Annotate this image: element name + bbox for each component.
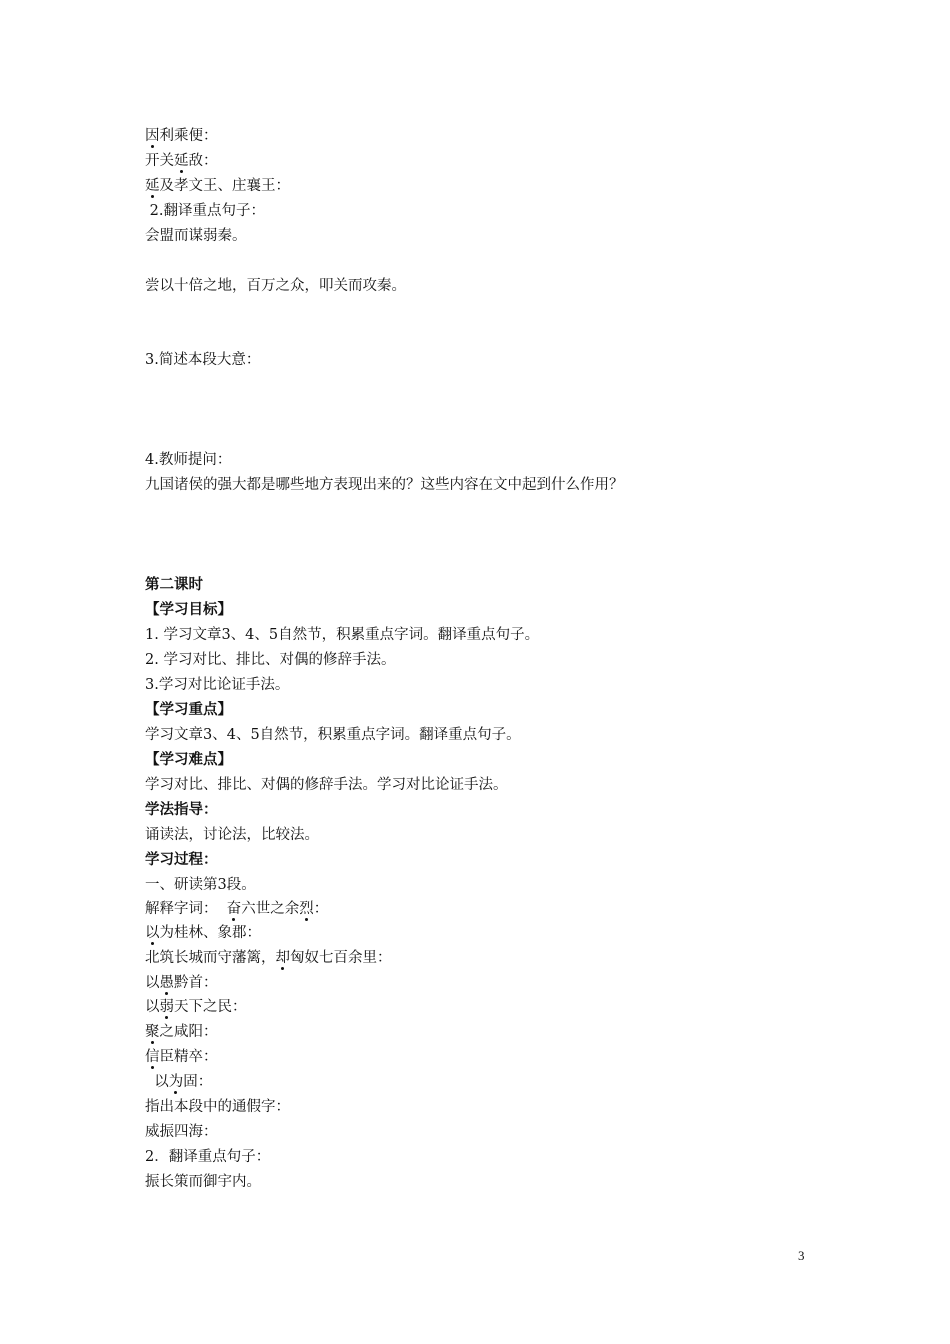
page-number: 3: [798, 1248, 805, 1263]
lesson-title: 第二课时: [145, 577, 203, 593]
goal-item: 2. 学习对比、排比、对偶的修辞手法。: [145, 652, 396, 668]
vocab-line: 聚之咸阳：: [145, 1024, 218, 1040]
section-heading: 3.简述本段大意：: [145, 352, 261, 368]
focus-text: 学习文章3、4、5自然节，积累重点字词。翻译重点句子。: [145, 727, 521, 743]
heading-process: 学习过程：: [145, 852, 218, 868]
section-heading: 4.教师提问：: [145, 452, 232, 468]
heading-focus: 【学习重点】: [145, 702, 232, 718]
vocab-line: 以弱天下之民：: [145, 999, 247, 1015]
method-text: 诵读法，讨论法，比较法。: [145, 827, 319, 843]
section-heading: 2.翻译重点句子：: [145, 203, 265, 219]
vocab-line: 信臣精卒：: [145, 1049, 218, 1065]
goal-item: 3.学习对比论证手法。: [145, 677, 290, 693]
vocab-line: 以愚黔首：: [145, 975, 218, 991]
difficulty-text: 学习对比、排比、对偶的修辞手法。学习对比论证手法。: [145, 777, 508, 793]
process-step: 一、研读第3段。: [145, 877, 256, 893]
sentence-line: 会盟而谋弱秦。: [145, 228, 247, 244]
question-line: 九国诸侯的强大都是哪些地方表现出来的？这些内容在文中起到什么作用？: [145, 477, 624, 493]
goal-item: 1. 学习文章3、4、5自然节，积累重点字词。翻译重点句子。: [145, 627, 540, 643]
heading-difficulty: 【学习难点】: [145, 752, 232, 768]
vocab-line: 威振四海：: [145, 1124, 218, 1140]
vocab-line: 因利乘便：: [145, 128, 218, 144]
vocab-line: 开关延敌：: [145, 153, 218, 169]
vocab-line: 解释字词： 奋六世之余烈：: [145, 901, 329, 917]
vocab-line: 以为固：: [145, 1074, 213, 1090]
heading-method: 学法指导：: [145, 802, 218, 818]
sentence-line: 振长策而御宇内。: [145, 1174, 261, 1190]
heading-goals: 【学习目标】: [145, 602, 232, 618]
vocab-line: 以为桂林、象郡：: [145, 925, 261, 941]
vocab-line: 延及孝文王、庄襄王：: [145, 178, 290, 194]
sentence-line: 尝以十倍之地，百万之众，叩关而攻秦。: [145, 278, 406, 294]
instruction-line: 指出本段中的通假字：: [145, 1099, 290, 1115]
section-heading: 2．翻译重点句子：: [145, 1149, 271, 1165]
vocab-line: 北筑长城而守藩篱，却匈奴七百余里：: [145, 950, 392, 966]
